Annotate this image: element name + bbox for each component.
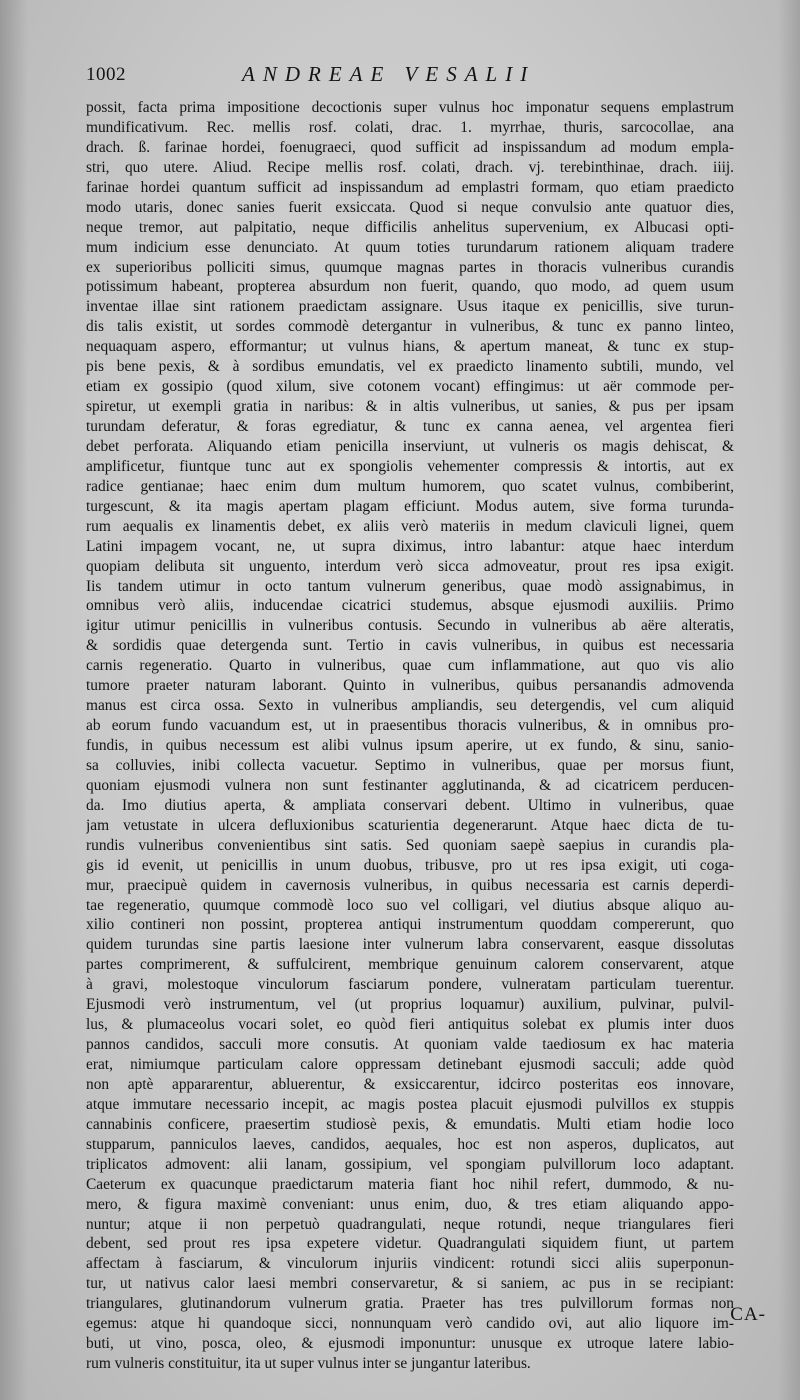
text-line: erat, nimiumque particulam calore oppressam detinebant ejusmodi sacculi; adde quòd: [86, 1056, 734, 1073]
text-line: amplificetur, fiuntque tunc aut ex spongiolis vehementer compressis & intortis, aut ex: [86, 457, 734, 475]
text-line: omnibus verò aliis, inducendae cicatrici studemus, absque ejusmodi auxiliis. Primo: [86, 597, 734, 615]
text-line: rundis vulneribus convenientibus sint satis. Sed quoniam saepè saepius in curandis pla-: [86, 836, 734, 854]
text-line: turundam deferatur, & foras egrediatur, & tunc ex canna aenea, vel argentea fieri: [86, 418, 734, 435]
text-line: tumore praeter naturam laborant. Quinto in vulneribus, quibus persanandis admovenda: [86, 677, 734, 695]
text-line: nuntur; atque ii non perpetuò quadrangulati, neque rotundi, neque triangulares fieri: [86, 1215, 734, 1233]
text-line: carnis regeneratio. Quarto in vulneribus, quae cum inflammatione, aut quo vis alio: [86, 657, 734, 675]
text-line: drach. ß. farinae hordei, foenugraeci, quod sufficit ad inspissandum ad modum empla-: [86, 138, 734, 156]
text-line: sa colluvies, inibi collecta vacuetur. Septimo in vulneribus, quae per morsus fiunt,: [86, 756, 734, 774]
text-line: Caeterum ex quacunque praedictarum materia fiant hoc nihil refert, dummodo, & nu-: [86, 1175, 734, 1193]
text-line: possit, facta prima impositione decoctionis super vulnus hoc imponatur sequens emplastrum: [86, 99, 734, 116]
text-line: & sordidis quae detergenda sunt. Tertio in cavis vulneribus, in quibus est necessaria: [86, 637, 734, 655]
text-line: gis id evenit, ut penicillis in unum duobus, tribusve, pro ut res ipsa exigit, uti coga-: [86, 856, 734, 874]
text-line: potissimum habeant, propterea absurdum non fuerit, quando, quo modo, ad quem usum: [86, 278, 734, 296]
text-line: partes comprimerent, & suffulcirent, membrique genuinum calorem conservarent, atque: [86, 956, 734, 974]
text-line: cannabinis conficere, praesertim studiosè pexis, & emundatis. Multi etiam hodie loco: [86, 1115, 734, 1133]
text-line: mur, praecipuè quidem in cavernosis vulneribus, in quibus necessaria est carnis deperdi-: [86, 876, 734, 894]
text-line: rum vulneris constituitur, ita ut super vulnus inter se jungantur lateribus.: [86, 1355, 531, 1373]
text-line: quoniam ejusmodi vulnera non sunt festinanter agglutinanda, & ad cicatricem perducen-: [86, 776, 734, 794]
text-line: stupparum, panniculos laeves, candidos, aequales, hoc est non asperos, duplicatos, aut: [86, 1135, 734, 1153]
text-line: atque immutare necessario incepit, ac magis postea placuit ejusmodi pulvillos ex stuppis: [86, 1095, 734, 1113]
text-line: quidem turundas sine partis laesione inter vulnerum labra conservarent, easque dissolutas: [86, 936, 734, 954]
text-line: triplicatos admovent: alii lanam, gossipium, vel spongiam pulvillorum loco adaptant.: [86, 1155, 734, 1173]
text-line: jam vetustate in ulcera defluxionibus scaturientia degenerarunt. Atque haec dicta de tu-: [86, 816, 734, 834]
text-line: quopiam delibuta sit unguento, interdum verò sicca admoveatur, prout res ipsa exigit.: [86, 557, 734, 575]
text-line: Iis tandem utimur in octo tantum vulnerum generibus, quae modò assignabimus, in: [86, 577, 734, 595]
text-line: triangulares, glutinandorum vulnerum gratia. Praeter has tres pulvillorum formas non: [86, 1295, 734, 1313]
text-line: Ejusmodi verò instrumentum, vel (ut proprius loquamur) auxilium, pulvinar, pulvil-: [86, 996, 734, 1014]
page-number: 1002: [86, 64, 126, 85]
text-line: manus est circa ossa. Sexto in vulneribus ampliandis, seu detergendis, vel cum aliquid: [86, 697, 734, 715]
text-line: mum indicium esse denunciato. At quum toties turundarum rationem aliquam tradere: [86, 238, 734, 256]
text-line: inventae illae sint rationem praedictam assignare. Usus itaque ex penicillis, sive turun-: [86, 298, 734, 316]
text-line: xilio contineri non possint, propterea antiqui instrumentum quoddam compererunt, quo: [86, 916, 734, 934]
page-header: [86, 62, 736, 92]
text-line: pannos candidos, sacculi more consutis. At quoniam valde taediosum ex hac materia: [86, 1036, 734, 1054]
text-line: neque tremor, aut palpitatio, neque difficilis anhelitus supervenium, ex Albucasi opti-: [86, 218, 734, 236]
text-line: mundificativum. Rec. mellis rosf. colati, drac. 1. myrrhae, thuris, sarcocollae, ana: [86, 118, 734, 136]
text-line: spiretur, ut exempli gratia in naribus: & in altis vulneribus, ut sanies, & pus per ipsam: [86, 398, 734, 416]
text-line: stri, quo utere. Aliud. Recipe mellis rosf. colati, drach. vj. terebinthinae, drach. iiij.: [86, 158, 734, 176]
text-line: modo utaris, donec sanies fuerit exsiccata. Quod si neque convulsio ante quatuor dies,: [86, 198, 734, 216]
text-line: Latini impagem vocant, ne, ut supra diximus, intro labantur: atque haec interdum: [86, 537, 734, 555]
text-line: farinae hordei quantum sufficit ad inspissandum ad emplastri formam, quo etiam praedicto: [86, 178, 734, 196]
text-line: buti, ut vino, posca, oleo, & ejusmodi imponuntur: unusque ex utroque latere labio-: [86, 1335, 734, 1353]
text-line: affectam à fasciarum, & vinculorum injuriis vindicent: rotundi sicci aliis superponun-: [86, 1255, 734, 1273]
text-line: mero, & figura maximè conveniant: unus enim, duo, & tres etiam aliquando appo-: [86, 1195, 734, 1213]
text-line: turgescunt, & ita magis apertam plagam efficiunt. Modus autem, sive forma turunda-: [86, 497, 734, 515]
text-line: egemus: atque hi quandoque sicci, nonnunquam verò candido ovi, aut alio liquore im-: [86, 1315, 734, 1333]
text-line: debent, sed prout res ipsa expetere videtur. Quadrangulati siquidem fiunt, ut partem: [86, 1235, 734, 1253]
text-line: etiam ex gossipio (quod xilum, sive cotonem vocant) effingimus: ut aër commode per-: [86, 378, 734, 396]
text-line: ex superioribus polliciti simus, quumque magnas partes in thoracis vulneribus curandis: [86, 258, 734, 276]
body-text: [86, 98, 734, 1374]
text-line: radice gentianae; haec enim dum multum humorem, quo scatet vulnus, combiberint,: [86, 477, 734, 495]
text-line: tur, ut nativus calor laesi membri conservaretur, & si saniem, ac pus in se recipiant:: [86, 1275, 734, 1293]
text-line: ab eorum fundo vacuandum est, ut in praesentibus thoracis vulneribus, & in omnibus pro-: [86, 717, 734, 735]
text-line: fundis, in quibus necessum est alibi vulnus ipsum aperire, ut ex fundo, & sinu, sanio-: [86, 737, 734, 754]
text-line: dis talis existit, ut sordes commodè detergantur in vulneribus, & tunc ex panno linteo,: [86, 318, 734, 336]
text-line: non aptè appararentur, abluerentur, & exsiccarentur, idcirco posteritas eos innovare,: [86, 1075, 734, 1093]
catchword: CA-: [730, 1304, 766, 1325]
text-line: pis bene pexis, & à sordibus emundatis, vel ex praedicto linamento subtili, mundo, vel: [86, 358, 734, 376]
running-head: ANDREAE VESALII: [242, 62, 536, 86]
text-line: nequaquam aspero, efformantur; ut vulnus hians, & apertum maneat, & tunc ex stup-: [86, 338, 734, 356]
text-line: lus, & plumaceolus vocari solet, eo quòd fieri antiquitus solebat ex plumis inter duos: [86, 1016, 734, 1034]
text-line: igitur utimur penicillis in vulneribus contusis. Secundo in vulneribus ab aëre alteratis,: [86, 617, 734, 635]
text-line: à gravi, molestoque vinculorum fasciarum pondere, vulneratam particulam tuerentur.: [86, 976, 734, 994]
text-line: tae regeneratio, quumque commodè loco suo vel colligari, vel diutius absque aliquo au-: [86, 896, 734, 914]
text-line: rum aequalis ex linamentis debet, ex aliis verò materiis in medum claviculi lignei, quem: [86, 517, 734, 535]
text-line: da. Imo diutius aperta, & ampliata conservari debent. Ultimo in vulneribus, quae: [86, 796, 734, 814]
text-line: debet perforata. Aliquando etiam penicilla inserviunt, ut vulneris os magis dehiscat, &: [86, 437, 734, 455]
